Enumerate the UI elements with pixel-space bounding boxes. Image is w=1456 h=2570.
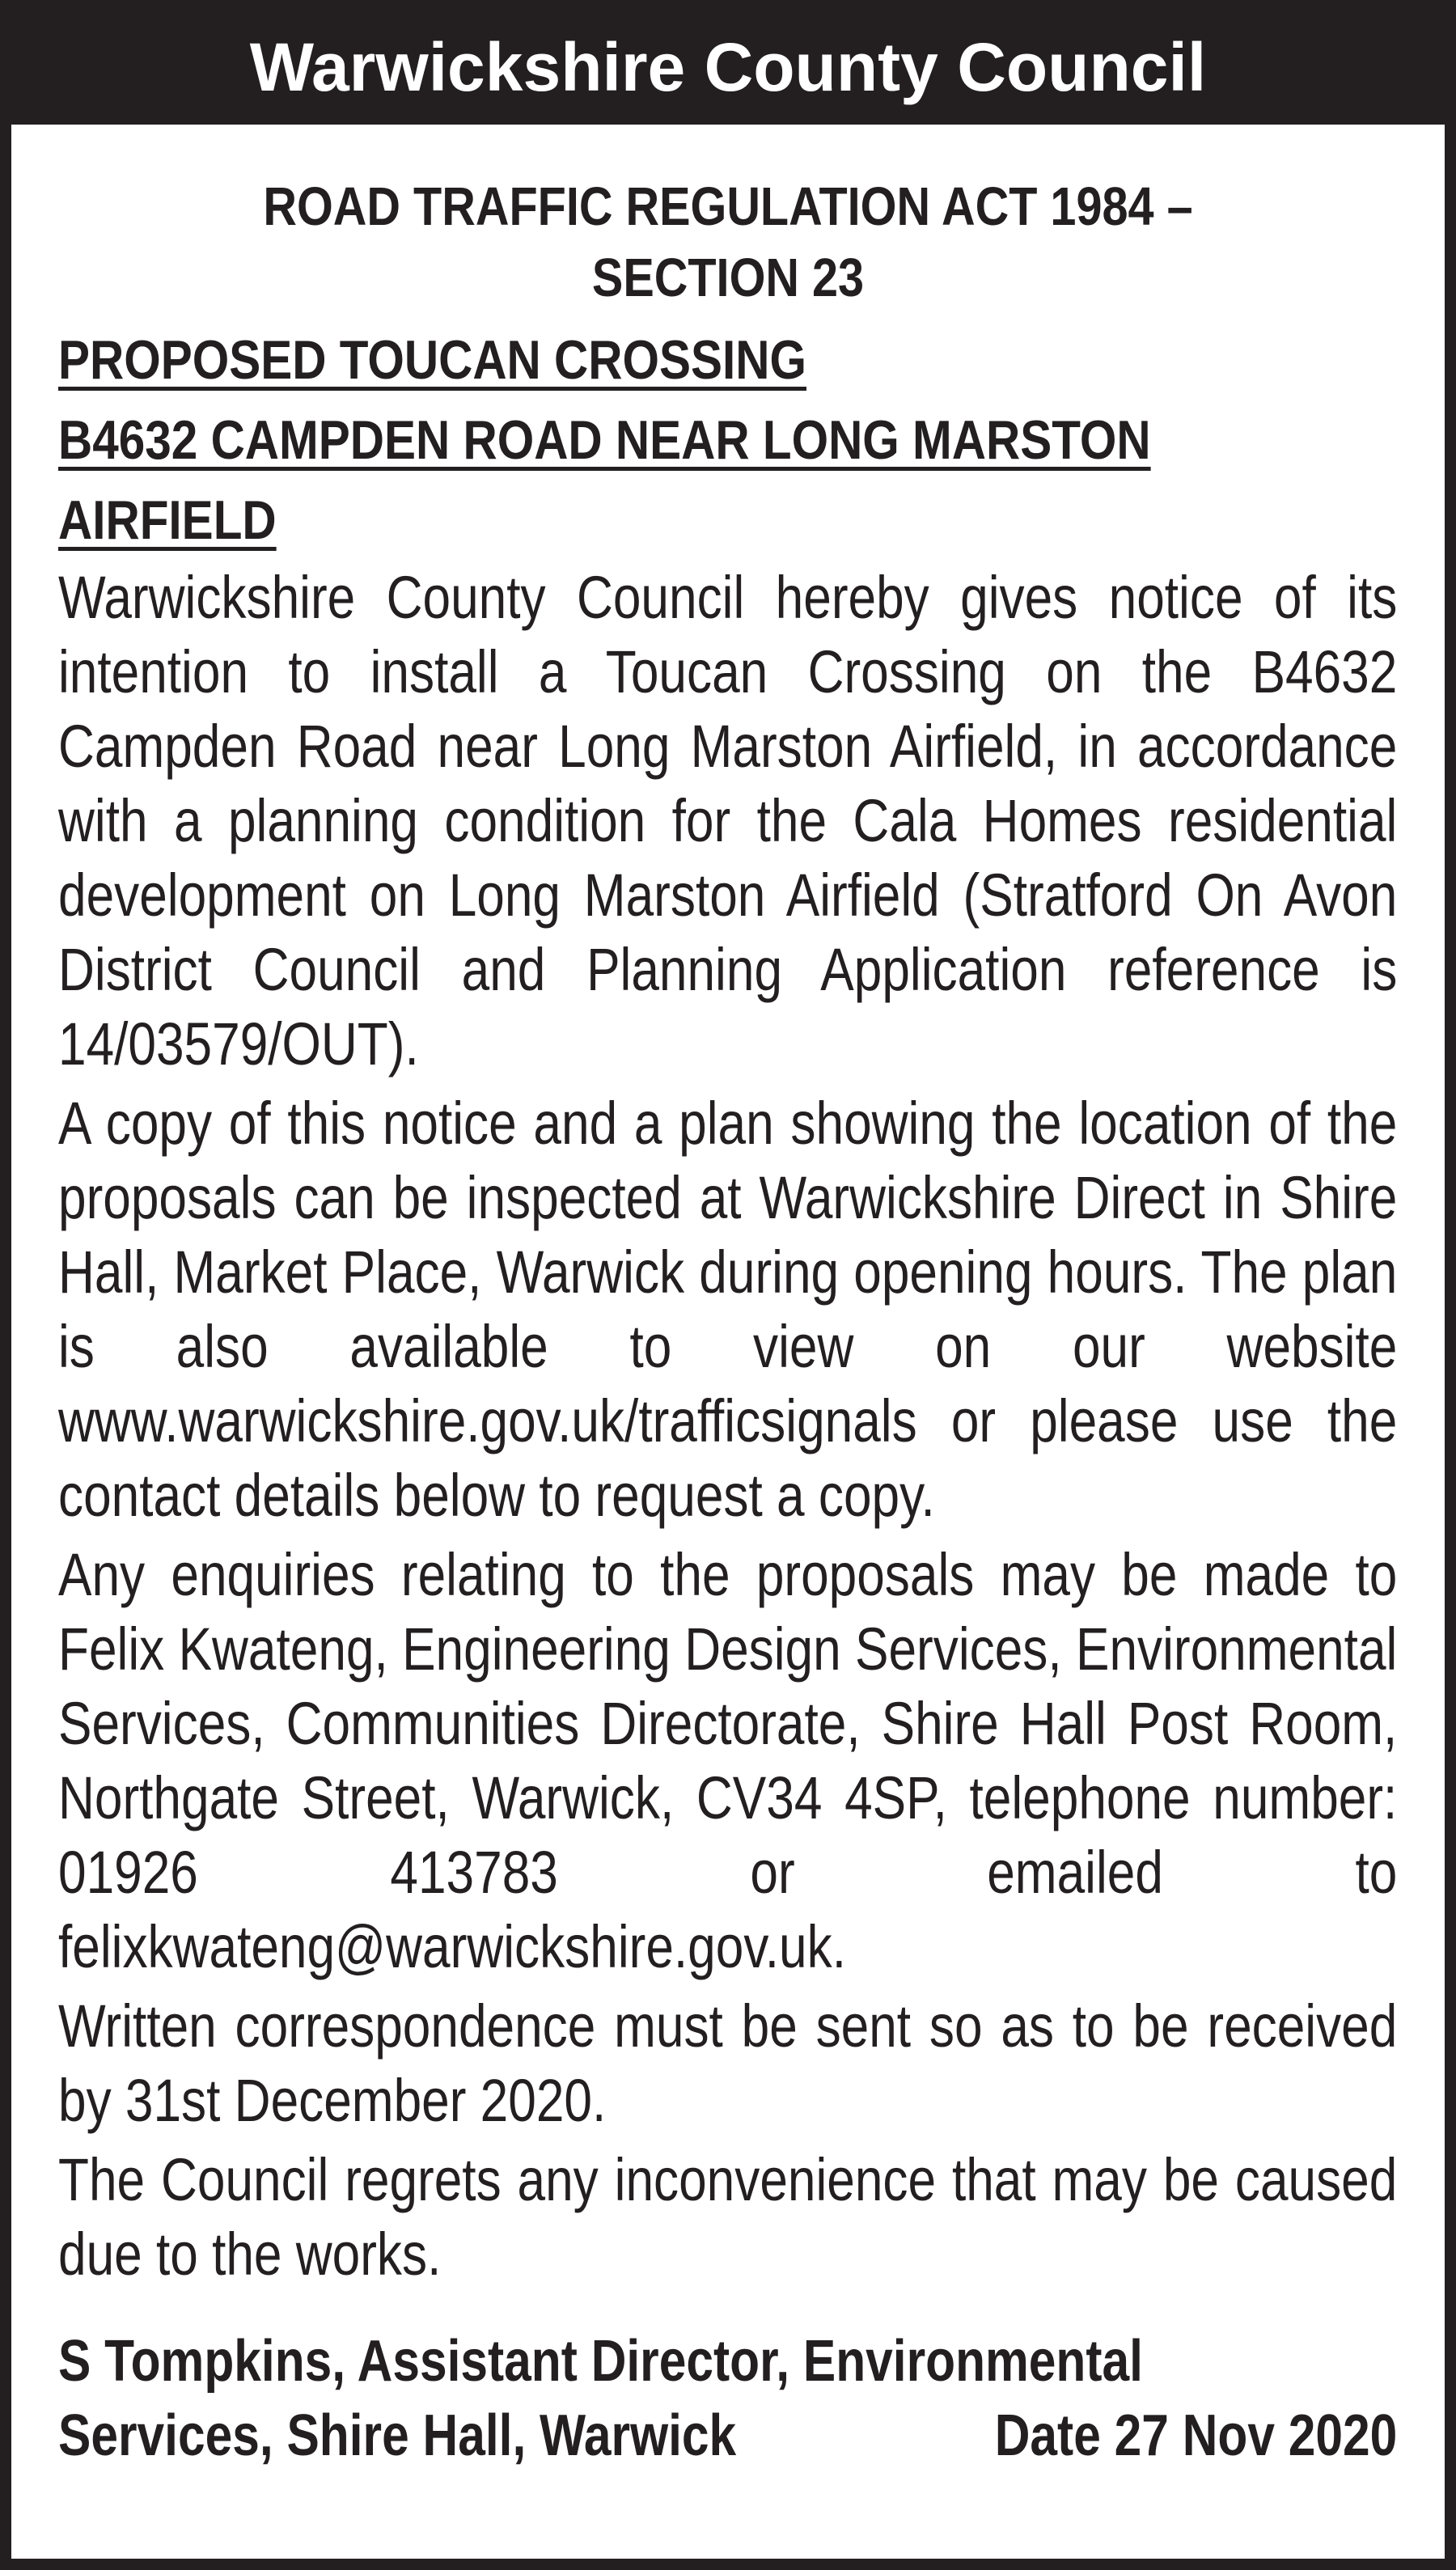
- council-name: Warwickshire County Council: [249, 28, 1207, 105]
- notice-content: [11, 171, 1445, 2473]
- notice-body: [58, 561, 1397, 2292]
- headline-line2: B4632 CAMPDEN ROAD NEAR LONG MARSTON: [58, 409, 1151, 471]
- signature-block: [58, 2324, 1397, 2473]
- paragraph-enquiries: Any enquiries relating to the proposals may be made to Felix Kwateng, Engineering Design Services, Environmental Services, Communities Directorate, Shire Hall Post Room, Northgate Street, Warwick, CV34 4SP, telephone number: 01926 413783 or emailed to felixkwateng@warwickshire.gov.uk.: [58, 1541, 1398, 1980]
- paragraph-deadline: Written correspondence must be sent so as to be received by 31st December 2020.: [58, 1992, 1398, 2134]
- council-banner: [10, 10, 1446, 125]
- act-title-line1: ROAD TRAFFIC REGULATION ACT 1984 –: [263, 176, 1193, 237]
- act-title-line2: SECTION 23: [591, 248, 865, 308]
- paragraph-inspection: A copy of this notice and a plan showing the location of the proposals can be inspected at Warwickshire Direct in Shire Hall, Market Place, Warwick during opening hours. The plan is also available to view on our website www.warwickshire.gov.uk/trafficsignals or please use the contact details below to request a copy.: [58, 1090, 1398, 1529]
- signature-address: Services, Shire Hall, Warwick: [58, 2403, 737, 2468]
- paragraph-apology: The Council regrets any inconvenience that may be caused due to the works.: [58, 2146, 1398, 2288]
- headline-line3: AIRFIELD: [58, 489, 277, 551]
- paragraph-intention: Warwickshire County Council hereby gives notice of its intention to install a Toucan Crossing on the B4632 Campden Road near Long Marston Airfield, in accordance with a planning condition for the Cala Homes residential development on Long Marston Airfield (Stratford On Avon District Council and Planning Application reference is 14/03579/OUT).: [58, 564, 1398, 1078]
- signature-line1: S Tompkins, Assistant Director, Environmental: [58, 2329, 1143, 2394]
- notice-date: Date 27 Nov 2020: [994, 2403, 1398, 2468]
- headline-line1: PROPOSED TOUCAN CROSSING: [58, 329, 806, 391]
- notice-headline: [58, 320, 1395, 561]
- signature-line2: [58, 2399, 1397, 2473]
- act-title: [152, 171, 1304, 314]
